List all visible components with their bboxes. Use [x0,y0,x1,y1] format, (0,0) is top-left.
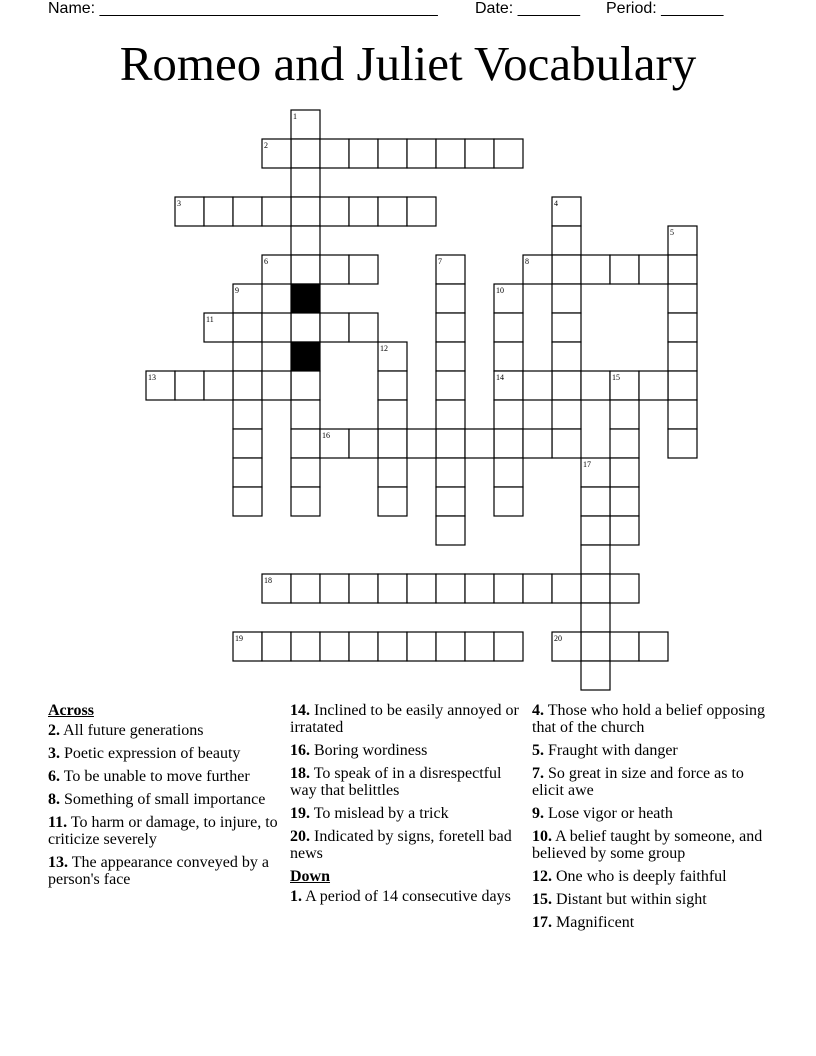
grid-cell[interactable] [581,516,610,545]
clue-number: 5. [532,742,544,759]
grid-cell[interactable] [610,487,639,516]
grid-cell[interactable] [291,371,320,400]
grid-cell[interactable] [610,458,639,487]
cell-number: 4 [554,199,558,208]
grid-cell[interactable] [523,574,552,603]
clue-text: To be unable to move further [63,768,250,785]
grid-cell[interactable] [668,313,697,342]
grid-cell[interactable] [378,487,407,516]
grid-cell[interactable] [291,574,320,603]
clue-number: 9. [532,805,544,822]
cell-number: 15 [612,373,620,382]
grid-cell[interactable] [494,139,523,168]
clue-number: 15. [532,891,552,908]
clue-text: Those who hold a belief opposing that of the church [532,702,766,736]
grid-cell[interactable] [349,429,378,458]
grid-cell[interactable] [610,255,639,284]
clue-item [48,768,278,785]
grid-cell[interactable] [436,458,465,487]
cell-number: 18 [264,576,272,585]
clue-item [532,891,772,908]
grid-cell[interactable] [233,197,262,226]
clue-item [532,702,772,736]
grid-cell[interactable] [552,342,581,371]
grid-cell[interactable] [175,371,204,400]
grid-cell[interactable] [552,574,581,603]
clue-item [290,805,520,822]
clue-number: 1. [290,888,302,905]
grid-cell[interactable] [465,139,494,168]
clue-item [532,914,772,931]
grid-cell[interactable] [291,139,320,168]
grid-cell[interactable] [407,197,436,226]
grid-cell[interactable] [320,255,349,284]
grid-cell[interactable] [610,429,639,458]
clue-text: Inclined to be easily annoyed or irratated [290,702,519,736]
clue-column-1 [48,702,278,894]
grid-cell[interactable] [552,255,581,284]
clue-number: 3. [48,745,60,762]
clue-column-2 [290,702,520,911]
grid-cell[interactable] [494,342,523,371]
grid-cell[interactable] [349,139,378,168]
grid-cell[interactable] [552,284,581,313]
cell-number: 13 [148,373,156,382]
grid-cell[interactable] [668,255,697,284]
cell-number: 2 [264,141,268,150]
clue-number: 10. [532,828,552,845]
grid-cell[interactable] [349,313,378,342]
grid-cell[interactable] [523,429,552,458]
clue-number: 13. [48,854,68,871]
grid-cell[interactable] [378,458,407,487]
grid-cell[interactable] [378,574,407,603]
grid-cell[interactable] [436,139,465,168]
grid-cell[interactable] [349,255,378,284]
clue-number: 20. [290,828,310,845]
grid-cell[interactable] [233,429,262,458]
grid-cell[interactable] [262,371,291,400]
grid-cell[interactable] [552,226,581,255]
grid-cell[interactable] [378,197,407,226]
clue-item [48,722,278,739]
cell-number: 3 [177,199,181,208]
clue-text: To mislead by a trick [313,805,449,822]
clue-text: To speak of in a disrespectful way that belittles [290,765,502,799]
clue-text: One who is deeply faithful [556,868,727,885]
grid-cell[interactable] [233,487,262,516]
grid-cell[interactable] [668,400,697,429]
grid-cell[interactable] [552,429,581,458]
grid-cell[interactable] [436,487,465,516]
grid-cell[interactable] [465,574,494,603]
grid-cell[interactable] [291,226,320,255]
clue-text: Boring wordiness [314,742,428,759]
grid-cell[interactable] [639,255,668,284]
clue-text: Poetic expression of beauty [64,745,241,762]
clue-item [290,888,520,905]
grid-cell[interactable] [204,197,233,226]
grid-cell[interactable] [204,371,233,400]
grid-cell[interactable] [581,632,610,661]
grid-cell[interactable] [349,574,378,603]
clue-text: Fraught with danger [548,742,678,759]
clue-item [290,742,520,759]
grid-cell[interactable] [436,516,465,545]
grid-cell[interactable] [494,487,523,516]
grid-cell[interactable] [262,313,291,342]
grid-cell[interactable] [378,632,407,661]
clue-item [532,742,772,759]
grid-cell[interactable] [610,516,639,545]
grid-cell[interactable] [291,168,320,197]
clue-item [290,828,520,862]
clue-number: 17. [532,914,552,931]
clue-text: To harm or damage, to injure, to criticize severely [48,814,278,848]
grid-cell[interactable] [668,284,697,313]
grid-cell[interactable] [494,574,523,603]
grid-cell[interactable] [233,371,262,400]
clue-text: Indicated by signs, foretell bad news [290,828,512,862]
grid-cell[interactable] [233,458,262,487]
grid-cell[interactable] [494,632,523,661]
grid-cell[interactable] [291,313,320,342]
grid-cell[interactable] [610,400,639,429]
grid-cell[interactable] [320,197,349,226]
clue-item [532,828,772,862]
grid-cell[interactable] [494,313,523,342]
grid-cell[interactable] [639,632,668,661]
down-heading: Down [290,868,331,885]
grid-cell[interactable] [378,429,407,458]
grid-cell[interactable] [320,313,349,342]
grid-cell[interactable] [378,139,407,168]
grid-cell[interactable] [465,632,494,661]
clue-text: Lose vigor or heath [548,805,673,822]
clue-column-3 [532,702,772,937]
grid-cell[interactable] [494,458,523,487]
period-label: Period: _______ [606,0,724,17]
grid-cell[interactable] [291,197,320,226]
clue-item [532,765,772,799]
cell-number: 11 [206,315,214,324]
clue-item [290,702,520,736]
name-label: Name: ______________________________________ [48,0,438,17]
grid-cell[interactable] [320,574,349,603]
clue-number: 11. [48,814,68,831]
cell-number: 9 [235,286,239,295]
grid-cell[interactable] [465,429,494,458]
grid-cell[interactable] [436,342,465,371]
grid-cell[interactable] [639,371,668,400]
clue-number: 12. [532,868,552,885]
cell-number: 14 [496,373,504,382]
grid-cell[interactable] [233,342,262,371]
grid-cell[interactable] [291,429,320,458]
cell-number: 17 [583,460,591,469]
grid-cell[interactable] [407,632,436,661]
grid-cell[interactable] [233,313,262,342]
cell-number: 16 [322,431,330,440]
grid-cell[interactable] [581,603,610,632]
cell-number: 10 [496,286,504,295]
grid-cell[interactable] [436,574,465,603]
cell-number: 19 [235,634,243,643]
cell-number: 1 [293,112,297,121]
across-heading: Across [48,702,94,719]
cell-number: 8 [525,257,529,266]
grid-cell[interactable] [378,400,407,429]
grid-cell[interactable] [436,284,465,313]
grid-cell[interactable] [494,400,523,429]
grid-cell[interactable] [668,371,697,400]
grid-cell[interactable] [233,400,262,429]
clue-number: 2. [48,722,60,739]
clue-item [532,805,772,822]
clue-item [48,791,278,808]
grid-cell[interactable] [668,342,697,371]
grid-cell[interactable] [610,574,639,603]
page-title: Romeo and Juliet Vocabulary [119,36,697,91]
clue-number: 14. [290,702,310,719]
grid-cell[interactable] [552,371,581,400]
clue-number: 8. [48,791,60,808]
grid-cell[interactable] [581,574,610,603]
clue-text: All future generations [63,722,204,739]
clue-item [48,854,278,888]
grid-cell[interactable] [349,632,378,661]
grid-cell[interactable] [407,429,436,458]
grid-cell[interactable] [407,574,436,603]
grid-cell[interactable] [523,371,552,400]
grid-cell[interactable] [436,400,465,429]
grid-cell[interactable] [262,197,291,226]
grid-cell[interactable] [291,487,320,516]
grid-cell[interactable] [262,632,291,661]
clue-item [48,814,278,848]
grid-cell[interactable] [378,371,407,400]
clue-item [532,868,772,885]
grid-cell[interactable] [581,545,610,574]
cell-number: 6 [264,257,268,266]
grid-cell[interactable] [552,400,581,429]
grid-cell[interactable] [581,487,610,516]
grid-cell[interactable] [349,197,378,226]
clue-number: 6. [48,768,60,785]
clue-text: So great in size and force as to elicit awe [532,765,744,799]
clue-text: Something of small importance [64,791,266,808]
grid-cell[interactable] [436,313,465,342]
date-label: Date: _______ [475,0,580,17]
black-cell [291,342,320,371]
clue-text: Distant but within sight [556,891,707,908]
grid-cell[interactable] [668,429,697,458]
clue-text: Magnificent [556,914,635,931]
grid-cell[interactable] [581,255,610,284]
grid-cell[interactable] [407,139,436,168]
grid-cell[interactable] [610,632,639,661]
clue-number: 16. [290,742,310,759]
clue-number: 7. [532,765,544,782]
grid-cell[interactable] [291,632,320,661]
grid-cell[interactable] [291,400,320,429]
clue-item [48,745,278,762]
cell-number: 12 [380,344,388,353]
clue-number: 19. [290,805,310,822]
clue-number: 4. [532,702,544,719]
black-cell [291,284,320,313]
cell-number: 5 [670,228,674,237]
grid-cell[interactable] [436,632,465,661]
cell-number: 20 [554,634,562,643]
cell-number: 7 [438,257,442,266]
grid-cell[interactable] [291,255,320,284]
grid-cell[interactable] [494,429,523,458]
clue-text: The appearance conveyed by a person's face [48,854,269,888]
grid-cell[interactable] [320,139,349,168]
grid-cell[interactable] [581,371,610,400]
grid-cell[interactable] [436,429,465,458]
grid-cell[interactable] [436,371,465,400]
clue-item [290,765,520,799]
grid-cell[interactable] [581,661,610,690]
clue-text: A belief taught by someone, and believed by some group [532,828,763,862]
clue-text: A period of 14 consecutive days [305,888,511,905]
grid-cell[interactable] [291,458,320,487]
grid-cell[interactable] [552,313,581,342]
grid-cell[interactable] [320,632,349,661]
clue-number: 18. [290,765,310,782]
